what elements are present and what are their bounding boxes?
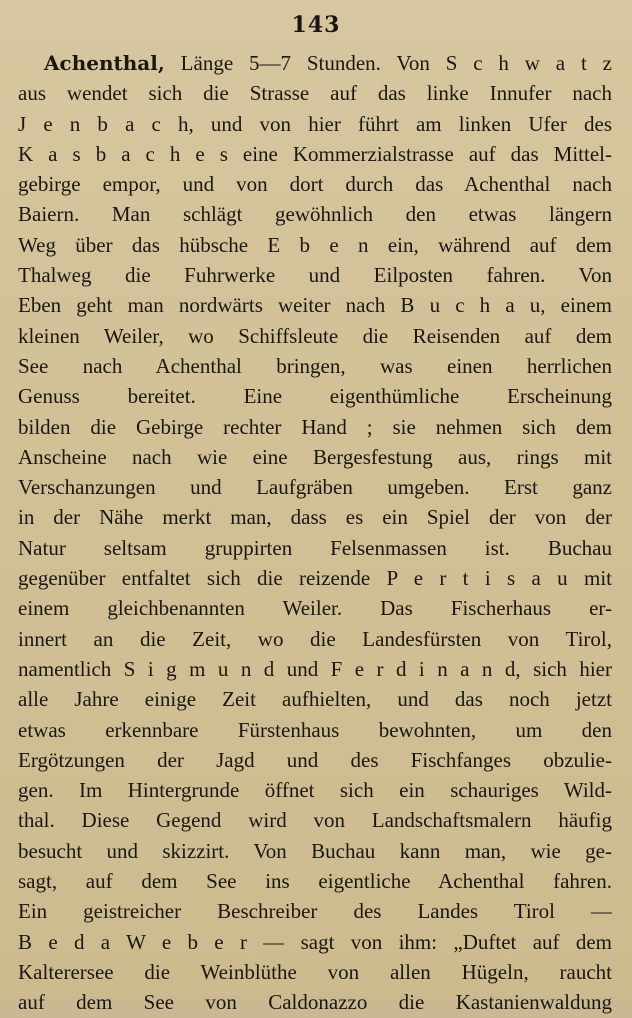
text-line: gegenüber entfaltet sich die reizende P e r t i s a u mit <box>18 566 612 591</box>
text-line: Verschanzungen und Laufgräben umgeben. Erst ganz <box>18 475 612 500</box>
text-line: Natur seltsam gruppirten Felsenmassen ist. Buchau <box>18 535 612 560</box>
text-line: See nach Achenthal bringen, was einen herrlichen <box>18 353 612 378</box>
text-line: Thalweg die Fuhrwerke und Eilposten fahren. Von <box>18 263 612 288</box>
text-line: kleinen Weiler, wo Schiffsleute die Reisenden auf dem <box>18 323 612 348</box>
text-line: auf dem See von Caldonazzo die Kastanienwaldung <box>18 990 612 1015</box>
text-line: K a s b a c h e s eine Kommerzialstrasse auf das Mittel- <box>18 141 612 166</box>
text-line: etwas erkennbare Fürstenhaus bewohnten, um den <box>18 717 612 742</box>
text-line <box>18 48 612 78</box>
text-line: aus wendet sich die Strasse auf das linke Innufer nach <box>18 81 612 106</box>
text-line: Ergötzungen der Jagd und des Fischfanges obzulie- <box>18 747 612 772</box>
text-line: bilden die Gebirge rechter Hand ; sie nehmen sich dem <box>18 414 612 439</box>
text-line: gen. Im Hintergrunde öffnet sich ein schauriges Wild- <box>18 778 612 803</box>
text-line: Eben geht man nordwärts weiter nach B u c h a u, einem <box>18 293 612 318</box>
text-line: Baiern. Man schlägt gewöhnlich den etwas längern <box>18 202 612 227</box>
text-line: Kalterersee die Weinblüthe von allen Hügeln, raucht <box>18 959 612 984</box>
text-line: Anscheine nach wie eine Bergesfestung aus, rings mit <box>18 444 612 469</box>
text-line: besucht und skizzirt. Von Buchau kann man, wie ge- <box>18 838 612 863</box>
text-line: in der Nähe merkt man, dass es ein Spiel der von der <box>18 505 612 530</box>
text-line: Weg über das hübsche E b e n ein, während auf dem <box>18 232 612 257</box>
lead-word: Achenthal, <box>44 51 165 75</box>
text-line: alle Jahre einige Zeit aufhielten, und das noch jetzt <box>18 687 612 712</box>
text-line: einem gleichbenannten Weiler. Das Fischerhaus er- <box>18 596 612 621</box>
text-line: sagt, auf dem See ins eigentliche Achenthal fahren. <box>18 869 612 894</box>
text-line: J e n b a c h, und von hier führt am linken Ufer des <box>18 111 612 136</box>
text-line-content: Länge 5—7 Stunden. Von S c h w a t z <box>164 51 612 75</box>
text-line: gebirge empor, und von dort durch das Achenthal nach <box>18 172 612 197</box>
body-text <box>18 48 612 1018</box>
text-line: thal. Diese Gegend wird von Landschaftsmalern häufig <box>18 808 612 833</box>
text-line: namentlich S i g m u n d und F e r d i n a n d, sich hier <box>18 656 612 681</box>
text-line: Ein geistreicher Beschreiber des Landes Tirol — <box>18 899 612 924</box>
text-line: innert an die Zeit, wo die Landesfürsten von Tirol, <box>18 626 612 651</box>
text-line: Genuss bereitet. Eine eigenthümliche Erscheinung <box>18 384 612 409</box>
text-line: B e d a W e b e r — sagt von ihm: „Duftet auf dem <box>18 929 612 954</box>
page-number: 143 <box>291 12 341 38</box>
